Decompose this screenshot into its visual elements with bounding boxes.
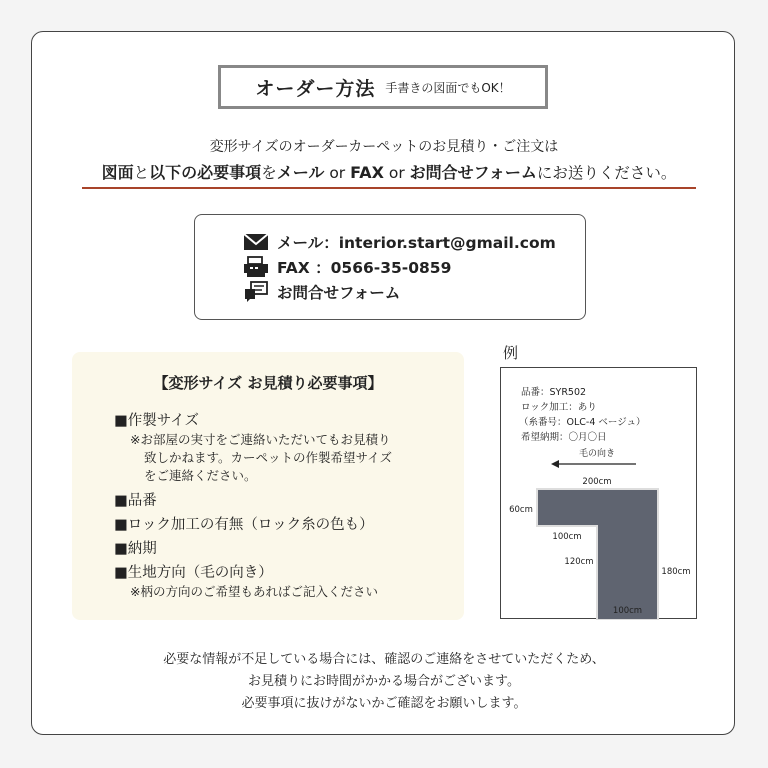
direction-arrow-icon [551,460,559,468]
req-item-delivery: ■納期 [114,541,157,557]
intro-wo: を [261,164,277,182]
example-box [500,367,697,619]
req-item-product-no: ■品番 [114,493,157,509]
req-item-direction: ■生地方向（毛の向き） [114,565,273,581]
intro-line-1: 変形サイズのオーダーカーペットのお見積り・ご注文は [209,139,559,155]
direction-label: 毛の向き [578,449,616,459]
contact-box [194,214,586,320]
footer-line-3: 必要事項に抜けがないかご確認をお願いします。 [241,696,527,711]
contact-fax-row[interactable] [243,256,451,278]
example-diagram [501,368,698,620]
intro-send: にお送りください。 [536,164,677,182]
title-box [218,65,548,109]
intro-requirements: 以下の必要事項 [149,163,262,182]
example-line-lock: ロック加工：あり [521,402,597,413]
dim-inner-horizontal: 100cm [552,532,582,542]
footer-line-2: お見積りにお時間がかかる場合がございます。 [248,674,520,689]
contact-mail-row[interactable] [243,231,556,253]
order-method-card [31,31,735,735]
intro-drawing: 図面 [101,163,134,182]
example-line-product: 品番：SYR502 [521,387,587,398]
requirements-title: 【変形サイズ お見積り必要事項】 [153,374,383,392]
req-item-lock: ■ロック加工の有無（ロック糸の色も） [114,517,374,533]
intro-and: と [133,164,150,182]
intro-mail: メール [276,163,325,182]
example-line-thread: （糸番号：OLC-4 ベージュ） [519,417,646,428]
contact-form-row[interactable] [243,281,400,303]
footer-line-1: 必要な情報が不足している場合には、確認のご連絡をさせていただくため、 [163,652,605,667]
intro-fax: FAX [350,163,384,182]
page-subtitle: 手書きの図面でもOK！ [385,80,511,95]
dim-left: 60cm [509,505,533,515]
req-item-size: ■作製サイズ [114,413,200,429]
req-size-note [130,431,392,485]
dim-bottom: 100cm [612,606,643,616]
carpet-shape [537,489,658,620]
requirements-box [72,352,464,620]
dim-right: 180cm [661,567,691,577]
contact-form-text[interactable]: お問合せフォーム [277,284,401,302]
contact-fax-text[interactable]: FAX ：0566-35-0859 [277,259,452,277]
intro-form: お問合せフォーム [409,163,537,182]
req-size-note-line-2: 致しかねます。カーペットの作製希望サイズ [144,450,393,465]
dim-top: 200cm [582,477,612,487]
fax-icon [243,256,269,278]
intro-line-2 [82,160,696,189]
req-size-note-line-3: をご連絡ください。 [144,468,257,483]
req-size-note-line-1: ※お部屋の実寸をご連絡いただいてもお見積り [130,432,391,447]
intro-or-2: or [383,164,410,182]
page-title: オーダー方法 [255,77,376,100]
req-direction-note: ※柄の方向のご希望もあればご記入ください [130,584,378,599]
intro-or-1: or [324,164,351,182]
example-label: 例 [503,344,519,362]
mail-icon [243,231,269,253]
dim-inner-vertical: 120cm [564,557,594,567]
chat-form-icon [243,281,269,303]
example-line-delivery: 希望納期：〇月〇日 [521,432,607,443]
contact-mail-text[interactable]: メール：interior.start@gmail.com [277,234,556,252]
